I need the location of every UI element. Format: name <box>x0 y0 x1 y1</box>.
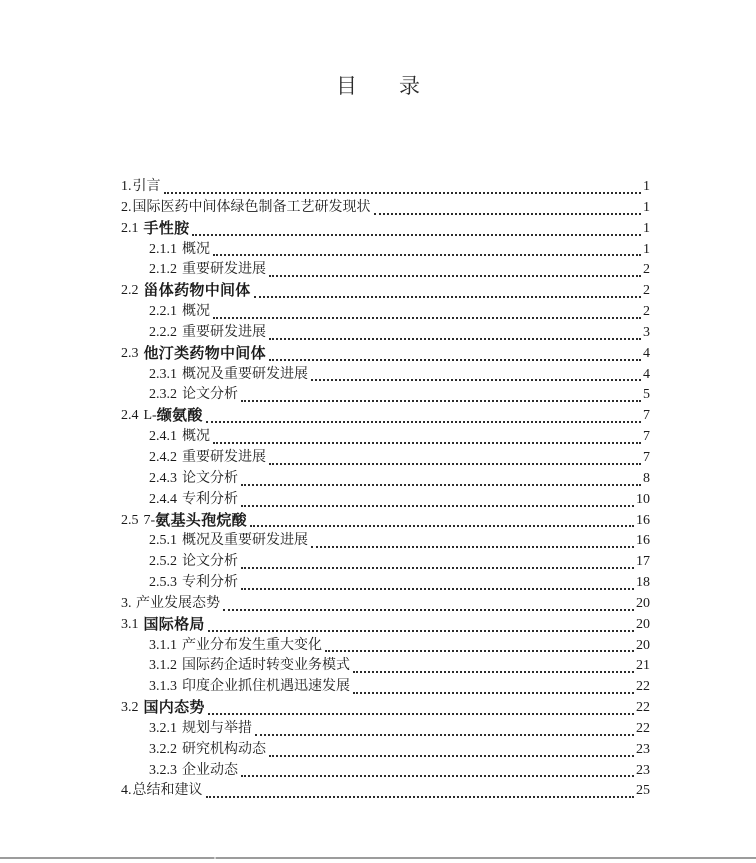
entry-title: 论文分析 <box>182 387 238 403</box>
window-bottom-edge <box>0 857 756 859</box>
entry-title: 氨基头孢烷酸 <box>155 511 247 529</box>
toc-entry[interactable] <box>121 469 650 490</box>
entry-title: 研究机构动态 <box>182 741 266 757</box>
entry-title: 企业动态 <box>182 762 238 778</box>
dot-leader <box>250 525 634 527</box>
toc-entry[interactable] <box>121 677 650 698</box>
toc-entry[interactable] <box>121 615 650 636</box>
page-number: 8 <box>643 470 650 486</box>
entry-number: 2.4.4 <box>149 491 177 507</box>
entry-number: 3.1.2 <box>149 658 177 674</box>
entry-number: 2.5.1 <box>149 533 177 549</box>
dot-leader <box>192 234 641 236</box>
dot-leader <box>269 463 641 465</box>
entry-number: 4. <box>121 783 132 799</box>
entry-title: 国际医药中间体绿色制备工艺研发现状 <box>132 199 371 215</box>
page-number: 2 <box>643 304 650 320</box>
dot-leader <box>241 588 634 590</box>
dot-leader <box>269 755 634 757</box>
dot-leader <box>206 796 635 798</box>
entry-title: 手性胺 <box>143 219 190 237</box>
entry-title: 概况及重要研发进展 <box>182 366 308 382</box>
page-number: 10 <box>636 491 650 507</box>
toc-entry[interactable] <box>121 531 650 552</box>
entry-title: 概况 <box>182 241 210 257</box>
toc-entry[interactable] <box>121 198 650 219</box>
entry-number: 3.2.1 <box>149 720 177 736</box>
dot-leader <box>241 400 641 402</box>
toc-entry[interactable] <box>121 323 650 344</box>
toc-entry[interactable] <box>121 594 650 615</box>
page-number: 23 <box>636 762 650 778</box>
entry-number: 3. <box>121 595 135 611</box>
toc-entry[interactable] <box>121 302 650 323</box>
toc-entry[interactable] <box>121 740 650 761</box>
page-number: 1 <box>643 241 650 257</box>
toc-entry[interactable] <box>121 406 650 427</box>
toc-entry[interactable] <box>121 177 650 198</box>
toc-entry[interactable] <box>121 427 650 448</box>
dot-leader <box>374 213 642 215</box>
entry-title: 概况及重要研发进展 <box>182 533 308 549</box>
entry-number: 2.1.2 <box>149 262 177 278</box>
page-number: 25 <box>636 783 650 799</box>
entry-number: 2.1.1 <box>149 241 177 257</box>
entry-latin-prefix: 7- <box>143 512 156 528</box>
dot-leader <box>213 442 641 444</box>
page-number: 7 <box>643 429 650 445</box>
page-number: 4 <box>643 366 650 382</box>
dot-leader <box>325 650 634 652</box>
entry-number: 2.2.1 <box>149 304 177 320</box>
toc-entry[interactable] <box>121 698 650 719</box>
toc-entry[interactable] <box>121 385 650 406</box>
toc-entry[interactable] <box>121 281 650 302</box>
page-number: 2 <box>643 262 650 278</box>
page-number: 16 <box>636 533 650 549</box>
dot-leader <box>255 734 634 736</box>
dot-leader <box>208 713 634 715</box>
entry-title: 国际格局 <box>143 615 205 633</box>
dot-leader <box>213 317 641 319</box>
dot-leader <box>269 359 641 361</box>
dot-leader <box>241 567 634 569</box>
toc-list <box>121 177 650 802</box>
entry-title: 产业分布发生重大变化 <box>182 637 322 653</box>
entry-number: 2.1 <box>121 220 139 236</box>
toc-entry[interactable] <box>121 719 650 740</box>
bottom-edge-notch <box>214 857 216 859</box>
page-number: 5 <box>643 387 650 403</box>
page-number: 22 <box>636 700 650 716</box>
entry-number: 2.4.2 <box>149 449 177 465</box>
entry-number: 3.1.3 <box>149 679 177 695</box>
toc-entry[interactable] <box>121 490 650 511</box>
entry-title: 他汀类药物中间体 <box>143 344 266 362</box>
toc-entry[interactable] <box>121 656 650 677</box>
entry-number: 3.1 <box>121 616 139 632</box>
entry-title: 专利分析 <box>182 575 238 591</box>
page-number: 22 <box>636 679 650 695</box>
dot-leader <box>241 505 634 507</box>
page-number: 23 <box>636 741 650 757</box>
entry-title: 国际药企适时转变业务模式 <box>182 658 350 674</box>
dot-leader <box>269 338 641 340</box>
dot-leader <box>208 630 634 632</box>
dot-leader <box>353 692 634 694</box>
dot-leader <box>241 775 634 777</box>
entry-number: 2.5.2 <box>149 554 177 570</box>
entry-number: 2. <box>121 199 132 215</box>
page-number: 3 <box>643 324 650 340</box>
entry-title: 缬氨酸 <box>156 407 203 425</box>
dot-leader <box>241 484 641 486</box>
entry-number: 2.3.2 <box>149 387 177 403</box>
page-number: 20 <box>636 637 650 653</box>
page-number: 1 <box>643 179 650 194</box>
toc-entry[interactable] <box>121 511 650 532</box>
entry-number: 3.2.2 <box>149 741 177 757</box>
entry-number: 2.4.3 <box>149 470 177 486</box>
dot-leader <box>164 192 642 194</box>
entry-number: 3.2 <box>121 700 139 716</box>
toc-entry[interactable] <box>121 573 650 594</box>
page-number: 1 <box>643 199 650 215</box>
dot-leader <box>223 609 634 611</box>
toc-entry[interactable] <box>121 636 650 657</box>
page-number: 2 <box>643 283 650 299</box>
entry-title: 概况 <box>182 304 210 320</box>
entry-title: 重要研发进展 <box>182 324 266 340</box>
entry-title: 产业发展态势 <box>136 595 220 611</box>
entry-number: 2.3 <box>121 345 139 361</box>
toc-entry[interactable] <box>121 448 650 469</box>
entry-number: 3.2.3 <box>149 762 177 778</box>
page-number: 22 <box>636 720 650 736</box>
toc-entry[interactable] <box>121 344 650 365</box>
entry-number: 2.4 <box>121 408 139 424</box>
dot-leader <box>213 254 641 256</box>
toc-entry[interactable] <box>121 260 650 281</box>
toc-entry[interactable] <box>121 219 650 240</box>
page-number: 1 <box>643 220 650 236</box>
entry-title: 总结和建议 <box>132 783 203 799</box>
entry-number: 2.2.2 <box>149 324 177 340</box>
entry-number: 2.3.1 <box>149 366 177 382</box>
dot-leader <box>311 546 634 548</box>
page-number: 18 <box>636 575 650 591</box>
page-number: 20 <box>636 595 650 611</box>
entry-number: 2.5.3 <box>149 575 177 591</box>
page-number: 21 <box>636 658 650 674</box>
toc-entry[interactable] <box>121 761 650 782</box>
entry-title: 国内态势 <box>143 699 205 717</box>
entry-number: 1. <box>121 179 132 194</box>
page-number: 7 <box>643 449 650 465</box>
entry-title: 甾体药物中间体 <box>143 282 251 300</box>
entry-title: 引言 <box>132 179 161 194</box>
entry-number: 2.5 <box>121 512 139 528</box>
entry-title: 论文分析 <box>182 554 238 570</box>
entry-title: 概况 <box>182 429 210 445</box>
entry-number: 3.1.1 <box>149 637 177 653</box>
page-number: 17 <box>636 554 650 570</box>
entry-number: 2.2 <box>121 283 139 299</box>
toc-entry[interactable] <box>121 552 650 573</box>
dot-leader <box>269 275 641 277</box>
page-number: 7 <box>643 408 650 424</box>
dot-leader <box>311 379 641 381</box>
entry-latin-prefix: L- <box>143 408 157 424</box>
page-number: 16 <box>636 512 650 528</box>
entry-title: 论文分析 <box>182 470 238 486</box>
toc-entry[interactable] <box>121 240 650 261</box>
entry-title: 重要研发进展 <box>182 449 266 465</box>
page-title: 目 录 <box>336 74 420 98</box>
dot-leader <box>254 296 641 298</box>
entry-title: 规划与举措 <box>182 720 252 736</box>
page-number: 4 <box>643 345 650 361</box>
entry-title: 重要研发进展 <box>182 262 266 278</box>
toc-entry[interactable] <box>121 781 650 802</box>
dot-leader <box>206 421 641 423</box>
entry-number: 2.4.1 <box>149 429 177 445</box>
dot-leader <box>353 671 634 673</box>
toc-entry[interactable] <box>121 365 650 386</box>
entry-title: 印度企业抓住机遇迅速发展 <box>182 679 350 695</box>
entry-title: 专利分析 <box>182 491 238 507</box>
page-number: 20 <box>636 616 650 632</box>
